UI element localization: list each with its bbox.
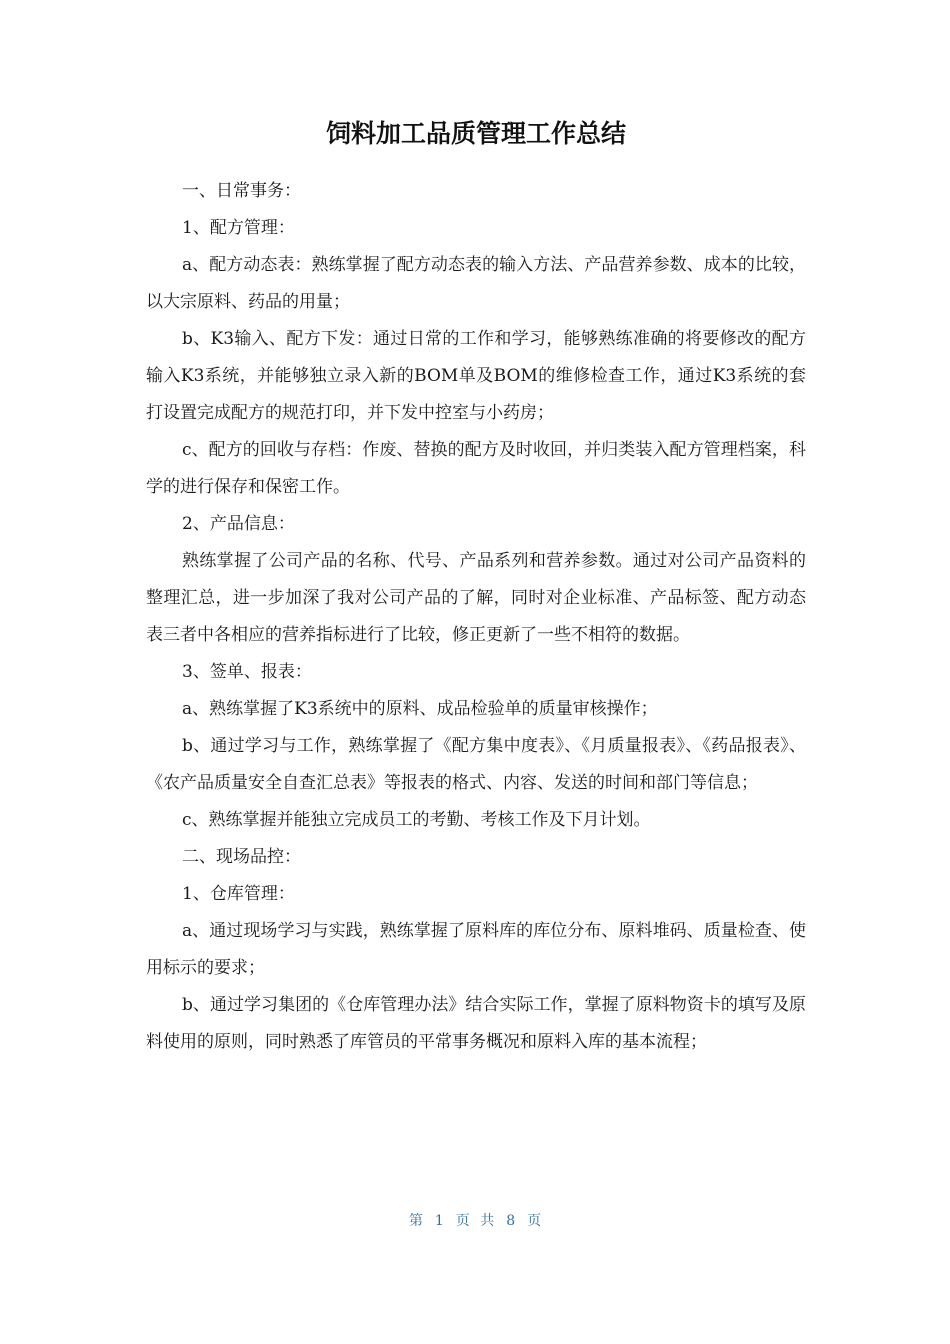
paragraph: 二、现场品控： — [182, 847, 301, 867]
document-title: 饲料加工品质管理工作总结 — [325, 119, 626, 148]
footer-prefix: 第 — [408, 1213, 423, 1229]
paragraph: b、通过学习集团的《仓库管理办法》结合实际工作，掌握了原料物资卡的填写及原料使用的原则，同时熟悉了库管员的平常事务概况和原料入库的基本流程； — [146, 995, 806, 1052]
paragraph: 一、日常事务： — [182, 181, 301, 201]
footer-suffix: 页 — [527, 1213, 542, 1229]
paragraph: c、配方的回收与存档：作废、替换的配方及时收回，并归类装入配方管理档案，科学的进行保存和保密工作。 — [146, 440, 806, 497]
paragraph: a、通过现场学习与实践，熟练掌握了原料库的库位分布、原料堆码、质量检查、使用标示的要求； — [146, 921, 806, 978]
document-body — [146, 173, 806, 1061]
footer-middle: 页 共 — [455, 1213, 495, 1229]
paragraph: c、熟练掌握并能独立完成员工的考勤、考核工作及下月计划。 — [182, 810, 651, 830]
paragraph: a、熟练掌握了K3系统中的原料、成品检验单的质量审核操作； — [182, 699, 658, 719]
current-page-number: 1 — [434, 1213, 444, 1229]
paragraph: a、配方动态表：熟练掌握了配方动态表的输入方法、产品营养参数、成本的比较，以大宗原料、药品的用量； — [146, 255, 806, 312]
paragraph: b、通过学习与工作，熟练掌握了《配方集中度表》、《月质量报表》、《药品报表》、《农产品质量安全自查汇总表》等报表的格式、内容、发送的时间和部门等信息； — [146, 736, 806, 793]
paragraph: 2、产品信息： — [182, 514, 295, 534]
paragraph: 1、配方管理： — [182, 218, 295, 238]
paragraph: 熟练掌握了公司产品的名称、代号、产品系列和营养参数。通过对公司产品资料的整理汇总，进一步加深了我对公司产品的了解，同时对企业标准、产品标签、配方动态表三者中各相应的营养指标进行了比较，修正更新了一些不相符的数据。 — [146, 551, 806, 645]
paragraph: b、K3输入、配方下发：通过日常的工作和学习，能够熟练准确的将要修改的配方输入K3系统，并能够独立录入新的BOM单及BOM的维修检查工作，通过K3系统的套打设置完成配方的规范打印，并下发中控室与小药房； — [146, 329, 806, 423]
paragraph: 3、签单、报表： — [182, 662, 312, 682]
paragraph: 1、仓库管理： — [182, 884, 295, 904]
page-footer — [0, 1210, 950, 1230]
total-pages-number: 8 — [506, 1213, 516, 1229]
